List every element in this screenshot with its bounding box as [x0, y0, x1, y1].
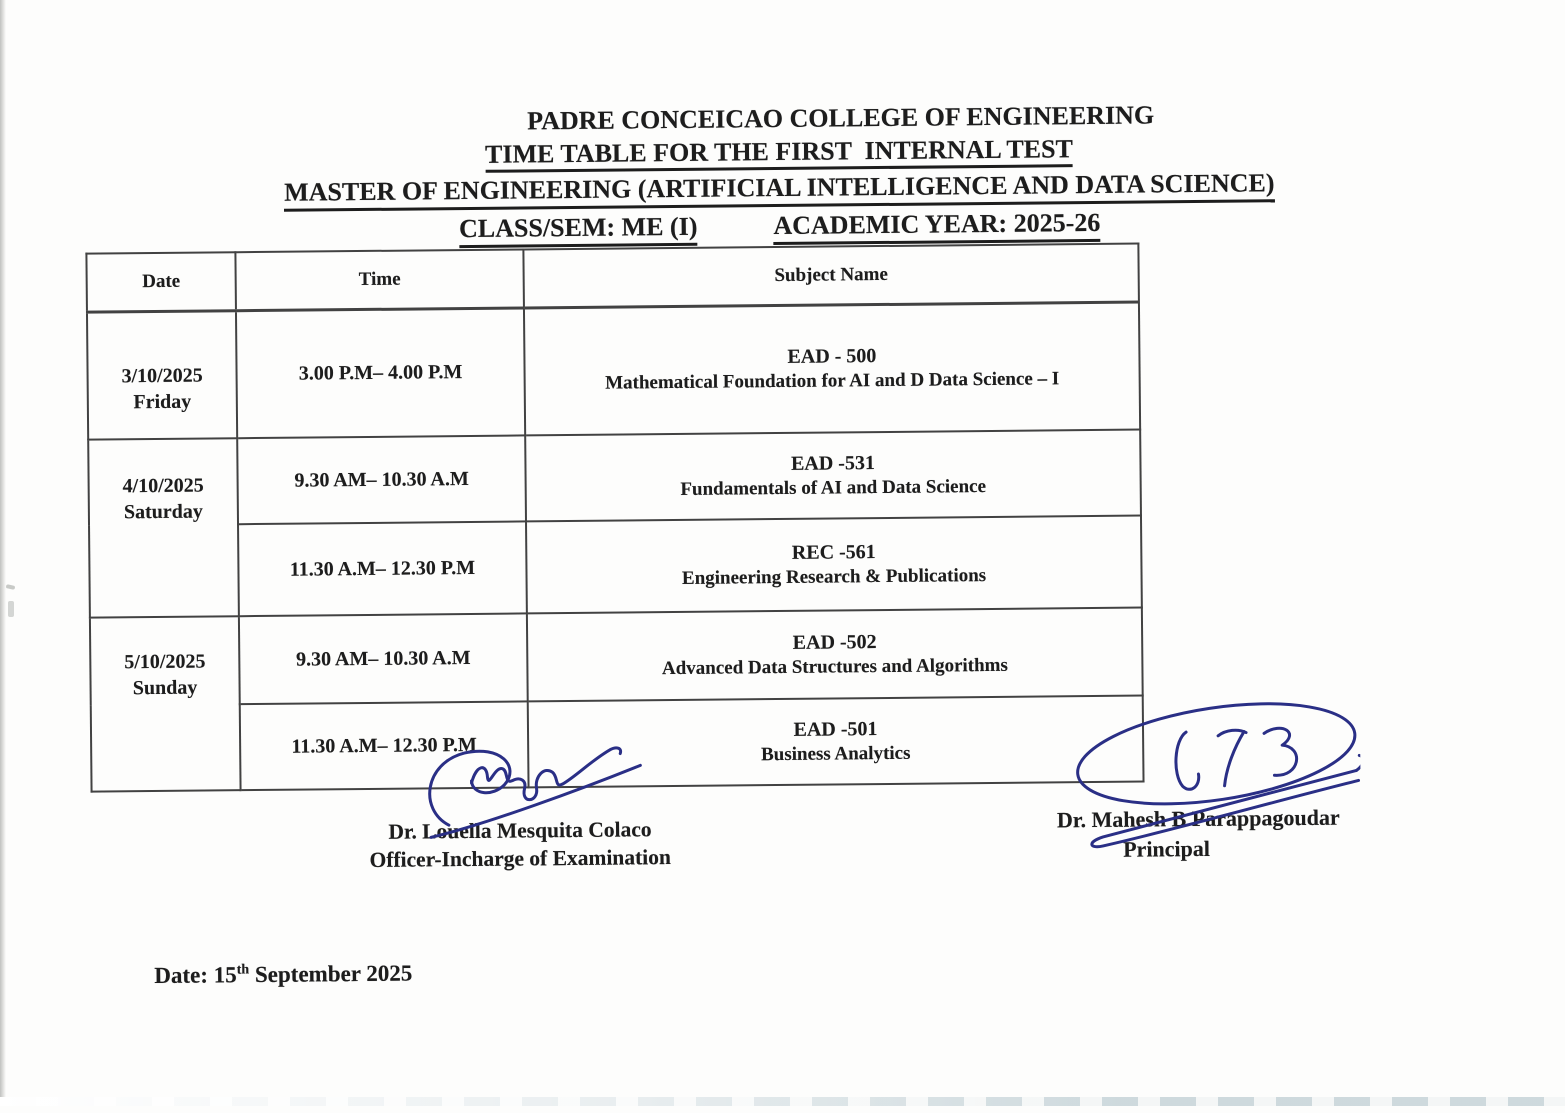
subject-code: REC -561	[791, 540, 876, 564]
subject-code: EAD - 500	[787, 345, 877, 369]
issue-date	[131, 935, 413, 1016]
table-row	[89, 516, 1142, 618]
date-value: 4/10/2025	[122, 474, 204, 498]
date-value: 5/10/2025	[124, 650, 206, 674]
table-row	[87, 302, 1140, 440]
document-title: TIME TABLE FOR THE FIRST INTERNAL TEST	[0, 130, 1562, 178]
table-header-row	[86, 244, 1139, 313]
time-cell: 9.30 AM– 10.30 A.M	[237, 435, 526, 524]
class-sem: CLASS/SEM: ME (I)	[459, 212, 698, 248]
issue-date-ordinal: th	[236, 962, 250, 978]
principal-title: Principal	[1123, 835, 1211, 862]
subject-name: Business Analytics	[760, 742, 911, 765]
day-value: Sunday	[132, 676, 198, 700]
date-cell	[87, 311, 237, 440]
issue-date-prefix: Date: 15	[154, 962, 237, 989]
subject-cell	[528, 696, 1144, 788]
scan-edge-left	[0, 0, 6, 1106]
time-cell: 11.30 A.M– 12.30 P.M	[240, 701, 529, 790]
scan-edge-bottom	[0, 1097, 1565, 1106]
time-cell: 11.30 A.M– 12.30 P.M	[238, 521, 527, 616]
academic-year: ACADEMIC YEAR: 2025-26	[773, 208, 1100, 245]
time-cell: 3.00 P.M– 4.00 P.M	[236, 308, 525, 438]
subject-cell	[524, 302, 1140, 435]
subject-code: EAD -501	[793, 717, 878, 741]
scan-noise-mark	[8, 601, 14, 617]
subject-name: Mathematical Foundation for AI and D Data Science – I	[605, 368, 1060, 394]
subject-cell	[527, 608, 1143, 702]
college-name: PADRE CONCEICAO COLLEGE OF ENGINEERING	[527, 100, 1155, 136]
subject-code: EAD -531	[790, 451, 875, 475]
date-value: 3/10/2025	[121, 364, 203, 387]
time-cell: 9.30 AM– 10.30 A.M	[239, 613, 528, 704]
day-value: Friday	[133, 390, 192, 413]
date-cell	[90, 616, 241, 791]
subject-name: Engineering Research & Publications	[681, 564, 987, 589]
day-value: Saturday	[123, 500, 203, 524]
officer-signature-block	[335, 815, 706, 875]
subject-cell	[526, 516, 1142, 614]
table-row	[91, 696, 1144, 792]
subject-name: Fundamentals of AI and Data Science	[680, 475, 987, 500]
col-header-time: Time	[235, 249, 524, 310]
program-title: MASTER OF ENGINEERING (ARTIFICIAL INTELLIGENCE AND DATA SCIENCE)	[0, 167, 1562, 215]
col-header-date: Date	[86, 252, 236, 312]
document-header	[0, 96, 1562, 252]
subject-name: Advanced Data Structures and Algorithms	[661, 654, 1008, 679]
date-cell	[88, 438, 239, 617]
principal-name: Dr. Mahesh B Parappagoudar	[1056, 804, 1340, 833]
subject-cell	[525, 430, 1141, 522]
officer-name: Dr. Louella Mesquita Colaco	[388, 817, 652, 844]
exam-timetable	[85, 243, 1144, 793]
table-row	[90, 608, 1143, 706]
officer-title: Officer-Incharge of Examination	[369, 845, 672, 873]
col-header-subject: Subject Name	[523, 244, 1139, 308]
subject-code: EAD -502	[792, 630, 877, 654]
issue-date-rest: September 2025	[249, 960, 413, 988]
table-row	[88, 430, 1141, 526]
